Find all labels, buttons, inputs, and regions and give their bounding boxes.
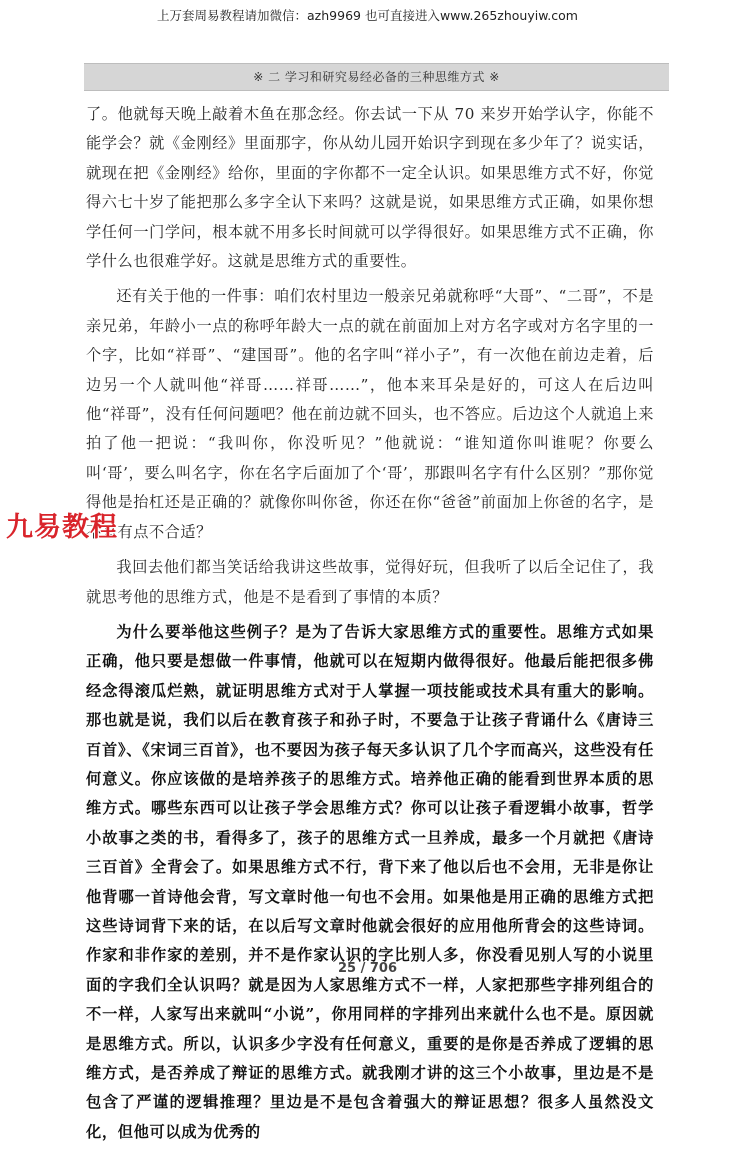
chapter-header-bar <box>84 63 669 91</box>
body-text <box>86 100 654 1153</box>
paragraph-2: 还有关于他的一件事：咱们农村里边一般亲兄弟就称呼“大哥”、“二哥”，不是亲兄弟，年龄小一点的称呼年龄大一点的就在前面加上对方名字或对方名字里的一个字，比如“祥哥”、“建国哥”。他的名字叫“祥小子”，有一次他在前边走着，后边另一个人就叫他“祥哥……祥哥……”，他本来耳朵是好的，可这人在后边叫他“祥哥”，没有任何问题吧？他在前边就不回头，也不答应。后边这个人就追上来拍了他一把说：“我叫你，你没听见？”他就说：“谁知道你叫谁呢？你要么叫‘哥’，要么叫名字，你在名字后面加了个‘哥’，那跟叫名字有什么区别？”那你觉得他是抬杠还是正确的？就像你叫你爸，你还在你“爸爸”前面加上你爸的名字，是不是有点不合适？ <box>86 287 654 541</box>
page-number: 25 / 706 <box>337 961 398 976</box>
brand-watermark-logo: 九易教程 <box>6 512 118 543</box>
chapter-title: ※ 二 学习和研究易经必备的三种思维方式 ※ <box>253 70 500 84</box>
paragraph-1: 了。他就每天晚上敲着木鱼在那念经。你去试一下从 70 来岁开始学认字，你能不能学会？就《金刚经》里面那字，你从幼儿园开始识字到现在多少年了？说实话，就现在把《金刚经》给你，里面的字你都不一定全认识。如果思维方式不好，你觉得六七十岁了能把那么多字全认下来吗？这就是说，如果思维方式正确，如果你想学任何一门学问，根本就不用多长时间就可以学得很好。如果思维方式不正确，你学什么也很难学好。这就是思维方式的重要性。 <box>86 105 654 271</box>
paragraph-3: 我回去他们都当笑话给我讲这些故事，觉得好玩，但我听了以后全记住了，我就思考他的思维方式，他是不是看到了事情的本质？ <box>86 558 654 606</box>
top-watermark-banner: 上万套周易教程请加微信：azh9969 也可直接进入www.265zhouyiw.com <box>157 8 578 23</box>
paragraph-4: 为什么要举他这些例子？是为了告诉大家思维方式的重要性。思维方式如果正确，他只要是想做一件事情，他就可以在短期内做得很好。他最后能把很多佛经念得滚瓜烂熟，就证明思维方式对于人掌握一项技能或技术具有重大的影响。那也就是说，我们以后在教育孩子和孙子时，不要急于让孩子背诵什么《唐诗三百首》、《宋词三百首》，也不要因为孩子每天多认识了几个字而高兴，这些没有任何意义。你应该做的是培养孩子的思维方式。培养他正确的能看到世界本质的思维方式。哪些东西可以让孩子学会思维方式？你可以让孩子看逻辑小故事，哲学小故事之类的书，看得多了，孩子的思维方式一旦养成，最多一个月就把《唐诗三百首》全背会了。如果思维方式不行，背下来了他以后也不会用，无非是你让他背哪一首诗他会背，写文章时他一句也不会用。如果他是用正确的思维方式把这些诗词背下来的话，在以后写文章时他就会很好的应用他所背会的这些诗词。作家和非作家的差别，并不是作家认识的字比别人多，你没看见别人写的小说里面的字我们全认识吗？就是因为人家思维方式不一样，人家把那些字排列组合的不一样，人家写出来就叫“小说”，你用同样的字排列出来就什么也不是。原因就是思维方式。所以，认识多少字没有任何意义，重要的是你是否养成了逻辑的思维方式，是否养成了辩证的思维方式。就我刚才讲的这三个小故事，里边是不是包含了严谨的逻辑推理？里边是不是包含着强大的辩证思想？很多人虽然没文化，但他可以成为优秀的 <box>86 622 654 1141</box>
